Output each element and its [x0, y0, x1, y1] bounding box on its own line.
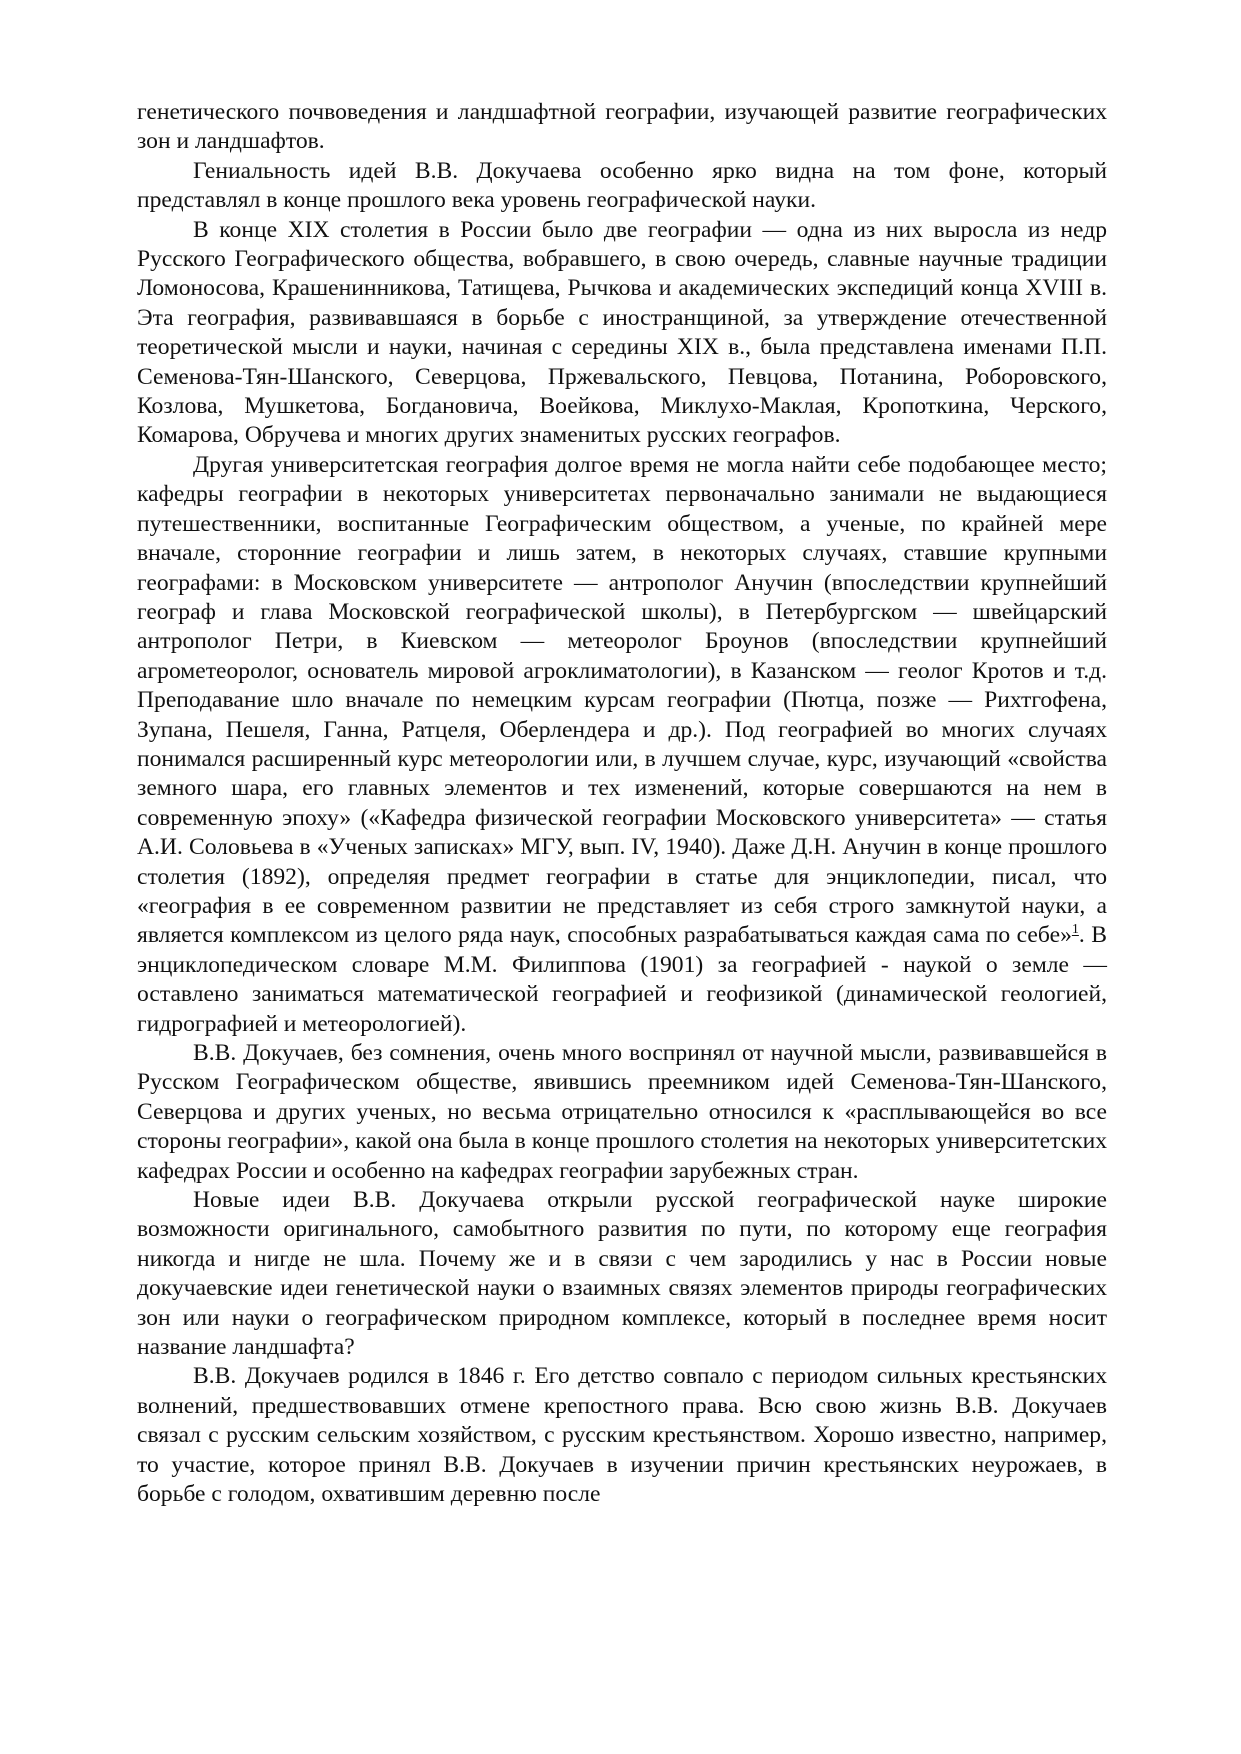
- paragraph-4-text-after: . В энциклопедическом словаре М.М. Филиппова (1901) за географией - наукой о земле — оставлено заниматься математической географией и геофизикой (динамической геологией, гидрографией и метеорологией).: [137, 922, 1107, 1037]
- paragraph-2: Гениальность идей В.В. Докучаева особенно ярко видна на том фоне, который представлял в конце прошлого века уровень географической науки.: [137, 157, 1107, 214]
- document-page: [137, 98, 1107, 1510]
- paragraph-5: В.В. Докучаев, без сомнения, очень много воспринял от научной мысли, развивавшейся в Русском Географическом обществе, явившись преемником идей Семенова-Тян-Шанского, Северцова и других ученых, но весьма отрицательно относился к «расплывающейся во все стороны географии», какой она была в конце прошлого столетия на некоторых университетских кафедрах России и особенно на кафедрах географии зарубежных стран.: [137, 1040, 1107, 1184]
- footnote-reference[interactable]: 1: [1071, 922, 1079, 938]
- paragraph-1: генетического почвоведения и ландшафтной географии, изучающей развитие географических зон и ландшафтов.: [137, 99, 1107, 155]
- paragraph-3: В конце XIX столетия в России было две географии — одна из них выросла из недр Русского Географического общества, вобравшего, в свою очередь, славные научные традиции Ломоносова, Крашенинникова, Татищева, Рычкова и академических экспедиций конца XVIII в. Эта география, развивавшаяся в борьбе с иностранщиной, за утверждение отечественной теоретической мысли и науки, начиная с середины XIX в., была представлена именами П.П. Семенова-Тян-Шанского, Северцова, Пржевальского, Певцова, Потанина, Роборовского, Козлова, Мушкетова, Богдановича, Воейкова, Миклухо-Маклая, Кропоткина, Черского, Комарова, Обручева и многих других знаменитых русских географов.: [137, 216, 1107, 449]
- paragraph-4: [137, 451, 1107, 1039]
- paragraph-6: Новые идеи В.В. Докучаева открыли русской географической науке широкие возможности оригинального, самобытного развития по пути, по которому еще география никогда и нигде не шла. Почему же и в связи с чем зародились у нас в России новые докучаевские идеи генетической науки о взаимных связях элементов природы географических зон или науки о географическом природном комплексе, который в последнее время носит название ландшафта?: [137, 1187, 1107, 1361]
- paragraph-4-text-before: Другая университетская география долгое время не могла найти себе подобающее место; кафедры географии в некоторых университетах первоначально занимали не выдающиеся путешественники, воспитанные Географическим обществом, а ученые, по крайней мере вначале, сторонние географии и лишь затем, в некоторых случаях, ставшие крупными географами: в Московском университете — антрополог Анучин (впоследствии крупнейший географ и глава Московской географической школы), в Петербургском — швейцарский антрополог Петри, в Киевском — метеоролог Броунов (впоследствии крупнейший агрометеоролог, основатель мировой агроклиматологии), в Казанском — геолог Кротов и т.д. Преподавание шло вначале по немецким курсам географии (Пютца, позже — Рихтгофена, Зупана, Пешеля, Ганна, Ратцеля, Оберлендера и др.). Под географией во многих случаях понимался расширенный курс метеорологии или, в лучшем случае, курс, изучающий «свойства земного шара, его главных элементов и тех изменений, которые совершаются на нем в современную эпоху» («Кафедра физической географии Московского университета» — статья А.И. Соловьева в «Ученых записках» МГУ, вып. IV, 1940). Даже Д.Н. Анучин в конце прошлого столетия (1892), определяя предмет географии в статье для энциклопедии, писал, что «география в ее современном развитии не представляет из себя строго замкнутой науки, а является комплексом из целого ряда наук, способных разрабатываться каждая сама по себе»: [137, 451, 1107, 949]
- paragraph-7: В.В. Докучаев родился в 1846 г. Его детство совпало с периодом сильных крестьянских волнений, предшествовавших отмене крепостного права. Всю свою жизнь В.В. Докучаев связал с русским сельским хозяйством, с русским крестьянством. Хорошо известно, например, то участие, которое принял В.В. Докучаев в изучении причин крестьянских неурожаев, в борьбе с голодом, охватившим деревню после: [137, 1363, 1107, 1508]
